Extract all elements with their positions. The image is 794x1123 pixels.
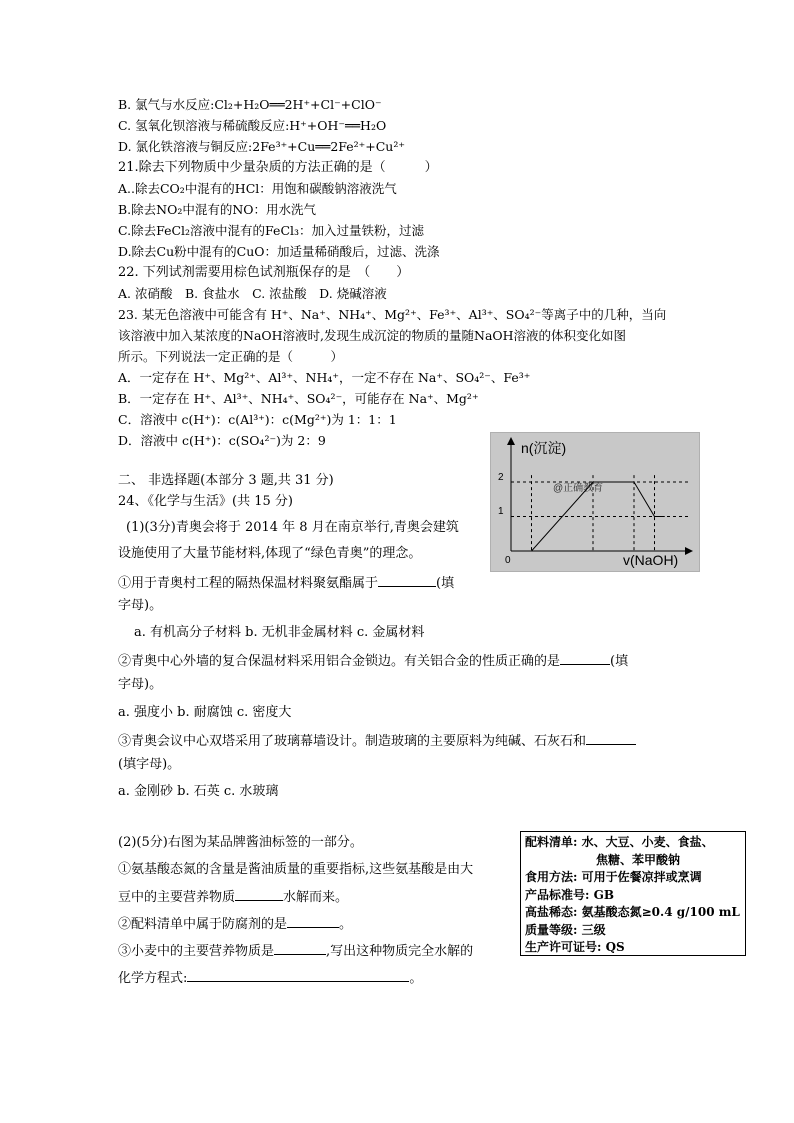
p1-q3	[118, 732, 636, 750]
answer-blank[interactable]	[378, 574, 436, 587]
q22-stem: 22. 下列试剂需要用棕色试剂瓶保存的是 （ ）	[118, 265, 410, 280]
p1-q2-options: a. 强度小 b. 耐腐蚀 c. 密度大	[118, 705, 292, 720]
label-nitrogen: 高盐稀态: 氨基酸态氮≥0.4 g/100 mL	[525, 905, 740, 919]
p1-q1-cont: 字母)。	[118, 598, 163, 613]
p1-q3-cont: (填字母)。	[118, 757, 181, 772]
p1-q1-options: a. 有机高分子材料 b. 无机非金属材料 c. 金属材料	[134, 625, 425, 640]
q22-options: A. 浓硝酸 B. 食盐水 C. 浓盐酸 D. 烧碱溶液	[118, 286, 387, 301]
p2-q3-text: ③小麦中的主要营养物质是	[118, 944, 275, 959]
p1-q2-cont: 字母)。	[118, 677, 163, 692]
y-tick-1: 1	[498, 506, 504, 517]
section2-title: 二、 非选择题(本部分 3 题,共 31 分)	[118, 473, 334, 488]
q23-option-a: A．一定存在 H⁺、Mg²⁺、Al³⁺、NH₄⁺，一定不存在 Na⁺、SO₄²⁻、Fe³⁺	[118, 370, 531, 385]
q24-title: 24、《化学与生活》(共 15 分)	[118, 494, 293, 509]
q23-stem-line3: 所示。下列说法一定正确的是（ ）	[118, 349, 344, 364]
q23-option-c: C．溶液中 c(H⁺)：c(Al³⁺)：c(Mg²⁺)为 1：1：1	[118, 412, 397, 427]
precipitate-chart	[490, 432, 700, 572]
p2-q2-text: ②配料清单中属于防腐剂的是	[118, 917, 288, 932]
x-axis-label: v(NaOH)	[623, 552, 679, 568]
p2-q3-eq-text: 化学方程式:	[118, 971, 188, 986]
label-standard: 产品标准号: GB	[525, 887, 614, 902]
p1-q2-fill: (填	[610, 654, 629, 669]
p1-q3-text: ③青奥会议中心双塔采用了玻璃幕墙设计。制造玻璃的主要原料为纯碱、石灰石和	[118, 734, 587, 749]
answer-blank[interactable]	[187, 969, 409, 982]
p2-q2	[118, 915, 352, 933]
soy-sauce-label	[520, 831, 746, 956]
q20-option-c: C. 氢氧化钡溶液与稀硫酸反应:H⁺+OH⁻══H₂O	[118, 118, 387, 133]
q23-stem-line1: 23. 某无色溶液中可能含有 H⁺、Na⁺、NH₄⁺、Mg²⁺、Fe³⁺、Al³⁺、SO₄²⁻等离子中的几种，当向	[118, 307, 667, 322]
p1-q2	[118, 652, 628, 670]
q21-stem: 21.除去下列物质中少量杂质的方法正确的是（ ）	[118, 160, 438, 175]
answer-blank[interactable]	[560, 652, 610, 665]
label-license: 生产许可证号: QS	[525, 940, 625, 954]
label-ingredients-line2: 焦糖、苯甲酸钠	[596, 852, 681, 867]
p2-q1-text: 豆中的主要营养物质	[118, 890, 236, 905]
p2-intro: (2)(5分)右图为某品牌酱油标签的一部分。	[118, 835, 363, 850]
p2-q3-end: 。	[409, 971, 423, 986]
y-tick-2: 2	[498, 472, 504, 483]
q23-option-d: D．溶液中 c(H⁺)：c(SO₄²⁻)为 2：9	[118, 433, 326, 448]
p2-q1-line2	[118, 888, 348, 906]
label-grade: 质量等级: 三级	[525, 922, 606, 937]
q21-option-b: B.除去NO₂中混有的NO：用水洗气	[118, 202, 317, 217]
answer-blank[interactable]	[586, 732, 636, 745]
p2-q3-cont	[118, 969, 422, 987]
p1-q1	[118, 574, 454, 592]
p2-q1-end: 水解而来。	[283, 890, 349, 905]
origin-label: 0	[505, 555, 511, 566]
p1-q2-text: ②青奥中心外墙的复合保温材料采用铝合金锁边。有关铝合金的性质正确的是	[118, 654, 561, 669]
label-usage: 食用方法: 可用于佐餐凉拌或烹调	[525, 870, 702, 884]
answer-blank[interactable]	[287, 915, 339, 928]
p2-q3	[118, 942, 473, 960]
p1-intro-line1: (1)(3分)青奥会将于 2014 年 8 月在南京举行,青奥会建筑	[126, 520, 459, 535]
p1-q3-options: a. 金刚砂 b. 石英 c. 水玻璃	[118, 784, 279, 799]
q20-option-b: B. 氯气与水反应:Cl₂+H₂O══2H⁺+Cl⁻+ClO⁻	[118, 97, 382, 112]
p2-q2-end: 。	[339, 917, 353, 932]
p1-q1-fill: (填	[436, 576, 455, 591]
q21-option-c: C.除去FeCl₂溶液中混有的FeCl₃：加入过量铁粉，过滤	[118, 223, 425, 238]
answer-blank[interactable]	[274, 942, 326, 955]
q21-option-a: A..除去CO₂中混有的HCl：用饱和碳酸钠溶液洗气	[118, 181, 397, 196]
p1-q1-text: ①用于青奥村工程的隔热保温材料聚氨酯属于	[118, 576, 379, 591]
watermark: @正确教育	[553, 483, 604, 494]
q23-stem-line2: 该溶液中加入某浓度的NaOH溶液时,发现生成沉淀的物质的量随NaOH溶液的体积变化如图	[118, 328, 627, 343]
p2-q1-line1: ①氨基酸态氮的含量是酱油质量的重要指标,这些氨基酸是由大	[118, 862, 474, 877]
q23-option-b: B．一定存在 H⁺、Al³⁺、NH₄⁺、SO₄²⁻，可能存在 Na⁺、Mg²⁺	[118, 391, 479, 406]
q20-option-d: D. 氯化铁溶液与铜反应:2Fe³⁺+Cu══2Fe²⁺+Cu²⁺	[118, 139, 405, 154]
label-ingredients-line1: 配料清单: 水、大豆、小麦、食盐、	[525, 835, 714, 849]
q21-option-d: D.除去Cu粉中混有的CuO：加适量稀硝酸后，过滤、洗涤	[118, 244, 440, 259]
answer-blank[interactable]	[235, 888, 283, 901]
y-axis-label: n(沉淀)	[521, 440, 567, 456]
chart-svg	[491, 433, 699, 571]
p1-intro-line2: 设施使用了大量节能材料,体现了“绿色青奥”的理念。	[118, 546, 422, 561]
p2-q3-mid: ,写出这种物质完全水解的	[326, 944, 474, 959]
